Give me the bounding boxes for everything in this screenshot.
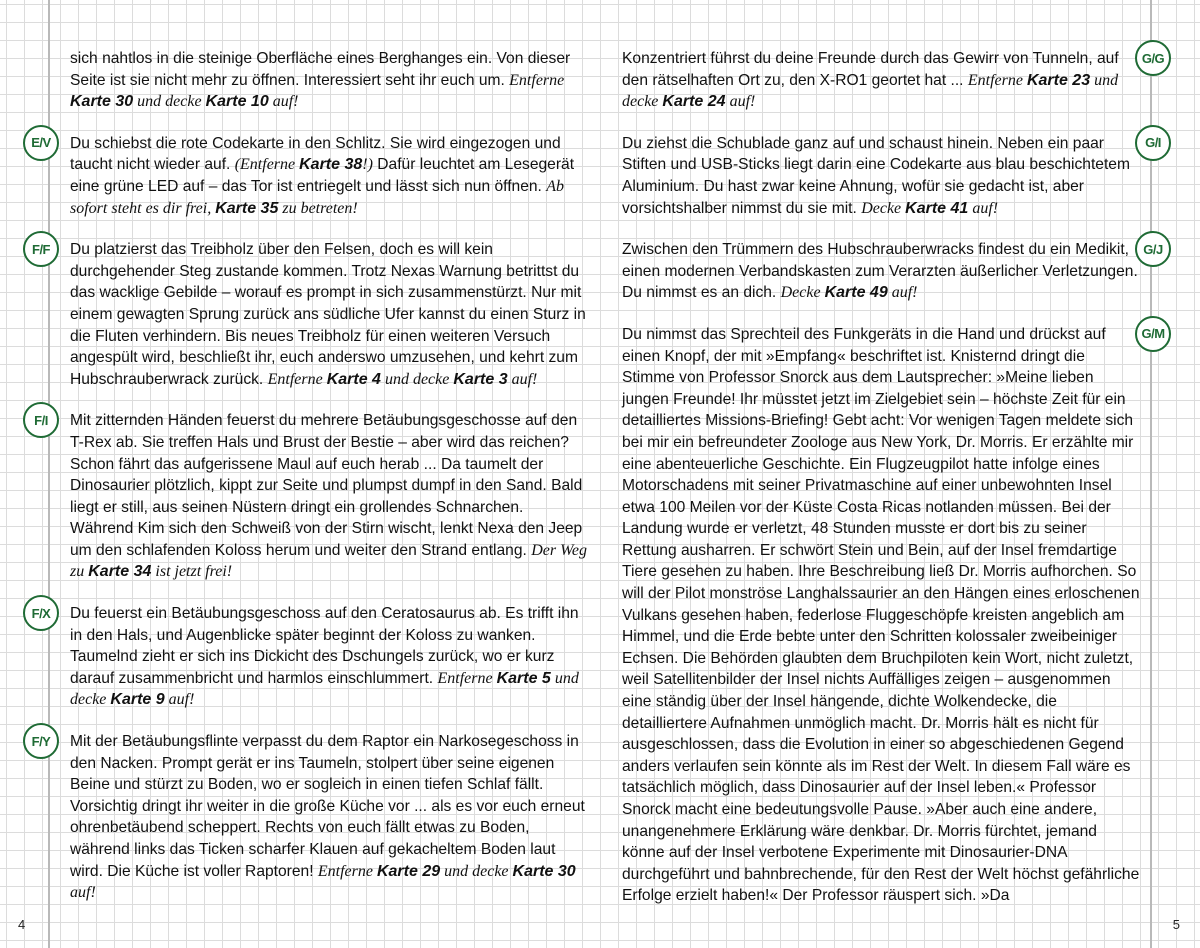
- entry-text: Du ziehst die Schublade ganz auf und schaust hinein. Neben ein paar Stiften und USB-Sticks liegt darin eine Codekarte aus blau beschichtetem Aluminium. Du hast zwar keine Ahnung, wofür sie gedacht ist, aber vorsichtshalber nimmst du sie mit. Decke Karte 41 auf!: [622, 134, 1130, 217]
- entry-text: Du schiebst die rote Codekarte in den Schlitz. Sie wird eingezogen und taucht nicht wieder auf. (Entferne Karte 38!) Dafür leuchtet am Lesegerät eine grüne LED auf – das Tor ist entriegelt und lässt sich nun öffnen. Ab sofort steht es dir frei, Karte 35 zu betreten!: [70, 134, 575, 217]
- page-number-left: 4: [18, 917, 26, 932]
- entry-text: Zwischen den Trümmern des Hubschrauberwracks findest du ein Medikit, einen modernen Verbandskasten zum Verarzten äußerlicher Verletzungen. Du nimmst es an dich. Decke Karte 49 auf!: [622, 241, 1138, 302]
- entry-code-badge: G/J: [1135, 231, 1171, 267]
- entry-code-badge: G/I: [1135, 125, 1171, 161]
- left-page-column: [31, 48, 588, 924]
- entry-code-badge: F/F: [23, 231, 59, 267]
- page-number-right: 5: [1172, 917, 1180, 932]
- entry-code-badge: F/X: [23, 595, 59, 631]
- entry-text: Du platzierst das Treibholz über den Felsen, doch es will kein durchgehender Steg zustande kommen. Trotz Nexas Warnung betrittst du das wacklige Gebilde – worauf es prompt in sich zusammenstürzt. Nur mit einem gewagten Sprung zurück ans südliche Ufer kannst du einen Sturz in die Fluten verhindern. Bis neues Treibholz für einen weiteren Versuch angespült wird, beschließt ihr, euch anderswo umzusehen, und kehrt zum Hubschrauberwrack zurück. Entferne Karte 4 und decke Karte 3 auf!: [70, 241, 586, 388]
- right-page-column: [622, 48, 1165, 927]
- entry-gi: [622, 133, 1161, 219]
- entry-text: Mit zitternden Händen feuerst du mehrere Betäubungsgeschosse auf den T-Rex ab. Sie treffen Hals und Brust der Bestie – aber wird das reichen? Schon fährt das aufgerissene Maul auf euch herab ... Da taumelt der Dinosaurier plötzlich, kippt zur Seite und plumpst dumpf in den Sand. Bald liegt er still, aus seinen Nüstern dringt ein grollendes Schnarchen.: [70, 412, 583, 516]
- entry-fi: [34, 410, 588, 583]
- entry-text: Konzentriert führst du deine Freunde durch das Gewirr von Tunneln, auf den rätselhaften Ort zu, den X-RO1 geortet hat ... Entferne Karte 23 und decke Karte 24 auf!: [622, 50, 1119, 111]
- entry-ff: [32, 239, 588, 390]
- entry-code-badge: E/V: [23, 125, 59, 161]
- entry-text: Du feuerst ein Betäubungsgeschoss auf den Ceratosaurus ab. Es trifft ihn in den Hals, und Augenblicke später beginnt der Koloss zu wanken. Taumelnd zieht er sich ins Dickicht des Dschungels zurück, wo er kurz darauf zusammenbricht und harmlos einschlummert. Entferne Karte 5 und decke Karte 9 auf!: [70, 605, 579, 709]
- entry-ev: [31, 133, 588, 219]
- entry-text: Während Kim sich den Schweiß von der Stirn wischt, lenkt Nexa den Jeep um den schlafenden Koloss herum und weiter den Strand entlang. Der Weg zu Karte 34 ist jetzt frei!: [70, 520, 588, 581]
- entry-text: Du nimmst das Sprechteil des Funkgeräts in die Hand und drückst auf einen Knopf, der mit »Empfang« beschriftet ist. Knisternd dringt die Stimme von Professor Snorck aus dem Lautsprecher: »Meine lieben jungen Freunde! Ihr müsstet jetzt im Zielgebiet sein – höchste Zeit für ein detailliertes Missions-Briefing! Gebt acht: Vor wenigen Tagen meldete sich bei mir ein befreundeter Zoologe aus New York, Dr. Morris. Er erzählte mir eine abenteuerliche Geschichte. Ein Flugzeugpilot hatte infolge eines Motorschadens mit seiner Privatmaschine auf einer unbewohnten Insel etwa 100 Meilen vor der Küste Costa Ricas notlanden müssen. Bei der Landung wurde er verletzt, 48 Stunden musste er dort bis zu seiner Rettung ausharren. Er schwört Stein und Bein, auf der Insel fremdartige Tiere gesehen zu haben. Ihre Beschreibung ließ Dr. Morris aufhorchen. So will der Pilot monströse Langhalssaurier an den Hängen eines erloschenen Vulkans gesehen haben, federlose Fluggeschöpfe kreisten angeblich am Himmel, und die Erde bebte unter den Schritten kolossaler zweibeiniger Echsen. Die Behörden glaubten dem Bruchpiloten kein Wort, nicht zuletzt, weil Satellitenbilder der Insel nichts Auffälliges zeigen – ausgenommen eine ständig über der Insel hängende, dichte Wolkendecke, die detailliertere Aufnahmen unmöglich macht. Dr. Morris hält es nicht für ausgeschlossen, dass die Evolution in einer so abgeschiedenen Gegend anders verlaufen sein könnte als im Rest der Welt. In diesem Fall wäre es tatsächlich möglich, dass Dinosaurier auf der Insel leben.« Professor Snorck macht eine bedeutungsvolle Pause. »Aber auch eine andere, unangenehmere Erklärung wäre denkbar. Dr. Morris fürchtet, jemand könne auf der Insel verbotene Experimente mit Dinosaurier-DNA durchgeführt und bahnbrechende, für den Rest der Welt höchst gefährliche Erfolge erzielt haben!« Der Professor räuspert sich. »Da: [622, 325, 1140, 905]
- entry-gj: [622, 239, 1163, 304]
- entry-code-badge: G/G: [1135, 40, 1171, 76]
- entry-gm: [622, 324, 1165, 907]
- entry-fx: [31, 603, 588, 711]
- entry-code-badge: F/I: [23, 402, 59, 438]
- entry-code-badge: G/M: [1135, 316, 1171, 352]
- entry-text: sich nahtlos in die steinige Oberfläche eines Berghanges ein. Von dieser Seite ist sie nicht mehr zu öffnen. Interessiert seht ihr euch um. Entferne Karte 30 und decke Karte 10 auf!: [70, 50, 571, 111]
- entry-intro: [70, 48, 588, 113]
- entry-text: Mit der Betäubungsflinte verpasst du dem Raptor ein Narkosegeschoss in den Nacken. Prompt gerät er ins Taumeln, stolpert über seine eigenen Beine und stürzt zu Boden, wo er sogleich in einen tiefen Schlaf fällt. Vorsichtig dringt ihr weiter in die große Küche vor ... als es vor euch erneut ohrenbetäubend scheppert. Rechts von euch fällt etwas zu Boden, während links das Ticken scharfer Klauen auf gekacheltem Boden laut wird. Die Küche ist voller Raptoren! Entferne Karte 29 und decke Karte 30 auf!: [70, 733, 585, 902]
- entry-code-badge: F/Y: [23, 723, 59, 759]
- entry-fy: [31, 731, 588, 904]
- entry-gg: [622, 48, 1165, 113]
